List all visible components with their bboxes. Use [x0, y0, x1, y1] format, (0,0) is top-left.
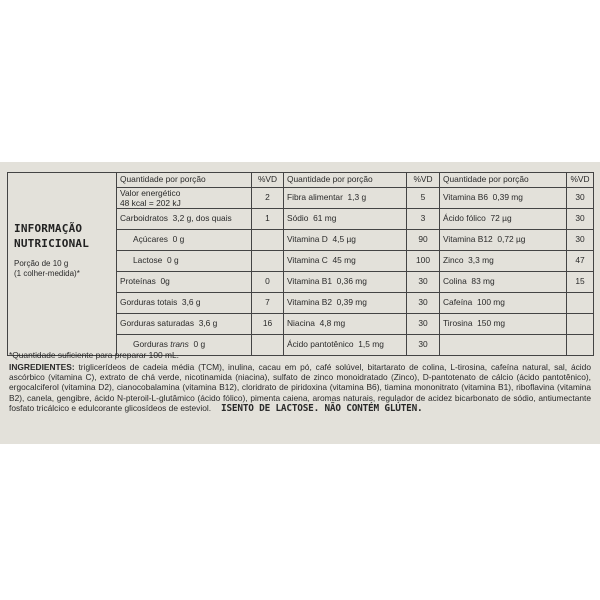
nutrient-cell: Niacina 4,8 mg [284, 314, 407, 335]
nutrient-cell: Vitamina B12 0,72 µg [440, 230, 567, 251]
nutrient-vd: 30 [567, 209, 594, 230]
nutrient-vd: 5 [407, 188, 440, 209]
header-qty-2: Quantidade por porção [284, 173, 407, 188]
nutrition-table [7, 172, 594, 356]
nutrient-cell: Vitamina B1 0,36 mg [284, 272, 407, 293]
nutrient-cell: Zinco 3,3 mg [440, 251, 567, 272]
nutrient-cell: Gorduras saturadas 3,6 g [117, 314, 252, 335]
nutrient-cell: Vitamina B2 0,39 mg [284, 293, 407, 314]
ingredients-text: INGREDIENTES: triglicerídeos de cadeia média (TCM), inulina, cacau em pó, café solúvel, bitartarato de colina, L-tirosina, cafeína natural, sal, ácido ascórbico (vitamina C), extrato de chá verde, nicotinamida (niacina), sulfato de zinco monoidratado (Zinco), D-pantotenato de cálcio (ácido pantotênico), ergocalciferol (vitamina D2), cianocobalamina (vitamina B12), cloridrato de piridoxina (vitamina B6), tiamina mononitrato (vitamina B1), riboflavina (vitamina B2), canela, gengibre, ácido N-pteroil-L-glutâmico (ácido fólico), pimenta caiena, aromas naturais, regulador de acidez bicarbonato de sódio, antiumectante fosfato tricálcico e edulcorante glicosídeos de esteviol. ISENTO DE LACTOSE. NÃO CONTÉM GLÚTEN. [9, 362, 591, 414]
nutrient-cell: Vitamina D 4,5 µg [284, 230, 407, 251]
portion-size: Porção de 10 g (1 colher-medida)* [14, 259, 80, 278]
nutrient-vd [252, 335, 284, 356]
energy-cell: Valor energético 48 kcal = 202 kJ [117, 188, 252, 209]
table-header-row [8, 173, 594, 188]
nutrient-cell: Ácido fólico 72 µg [440, 209, 567, 230]
nutrient-cell: Lactose 0 g [117, 251, 252, 272]
nutrient-vd: 30 [407, 293, 440, 314]
nutrient-vd [252, 251, 284, 272]
nutrient-cell: Cafeína 100 mg [440, 293, 567, 314]
nutrient-vd: 90 [407, 230, 440, 251]
nutrient-vd: 100 [407, 251, 440, 272]
nutrient-vd: 47 [567, 251, 594, 272]
nutrient-cell: Carboidratos 3,2 g, dos quais [117, 209, 252, 230]
nutrient-vd: 0 [252, 272, 284, 293]
header-qty-3: Quantidade por porção [440, 173, 567, 188]
nutrient-vd: 30 [407, 314, 440, 335]
nutrient-cell: Fibra alimentar 1,3 g [284, 188, 407, 209]
nutrient-vd: 30 [407, 335, 440, 356]
nutrient-cell: Proteínas 0g [117, 272, 252, 293]
nutrient-cell: Vitamina B6 0,39 mg [440, 188, 567, 209]
nutrient-vd [567, 314, 594, 335]
nutrient-vd: 16 [252, 314, 284, 335]
nutrient-vd [252, 230, 284, 251]
header-qty-1: Quantidade por porção [117, 173, 252, 188]
nutrient-vd: 7 [252, 293, 284, 314]
nutrient-vd: 3 [407, 209, 440, 230]
title-cell [8, 173, 117, 356]
nutrient-cell: Gorduras totais 3,6 g [117, 293, 252, 314]
nutrient-vd: 15 [567, 272, 594, 293]
ingredients-label: INGREDIENTES: [9, 362, 75, 372]
footnote: *Quantidade suficiente para preparar 100 mL. [9, 350, 179, 360]
nutrient-vd: 30 [407, 272, 440, 293]
header-vd-2: %VD [407, 173, 440, 188]
nutrient-cell: Sódio 61 mg [284, 209, 407, 230]
nutrient-vd [567, 335, 594, 356]
nutrient-cell: Ácido pantotênico 1,5 mg [284, 335, 407, 356]
nutrient-cell: Tirosina 150 mg [440, 314, 567, 335]
nutrient-cell: Açúcares 0 g [117, 230, 252, 251]
nutrient-vd [567, 293, 594, 314]
header-vd-1: %VD [252, 173, 284, 188]
table-title: INFORMAÇÃO NUTRICIONAL [14, 222, 90, 250]
nutrient-vd: 2 [252, 188, 284, 209]
nutrient-vd: 30 [567, 230, 594, 251]
nutrient-cell [440, 335, 567, 356]
nutrient-vd: 30 [567, 188, 594, 209]
nutrient-cell: Colina 83 mg [440, 272, 567, 293]
lactose-gluten-notice: ISENTO DE LACTOSE. NÃO CONTÉM GLÚTEN. [221, 402, 423, 414]
nutrient-cell: Gorduras trans 0 g [117, 335, 252, 356]
nutrient-vd: 1 [252, 209, 284, 230]
header-vd-3: %VD [567, 173, 594, 188]
nutrient-cell: Vitamina C 45 mg [284, 251, 407, 272]
